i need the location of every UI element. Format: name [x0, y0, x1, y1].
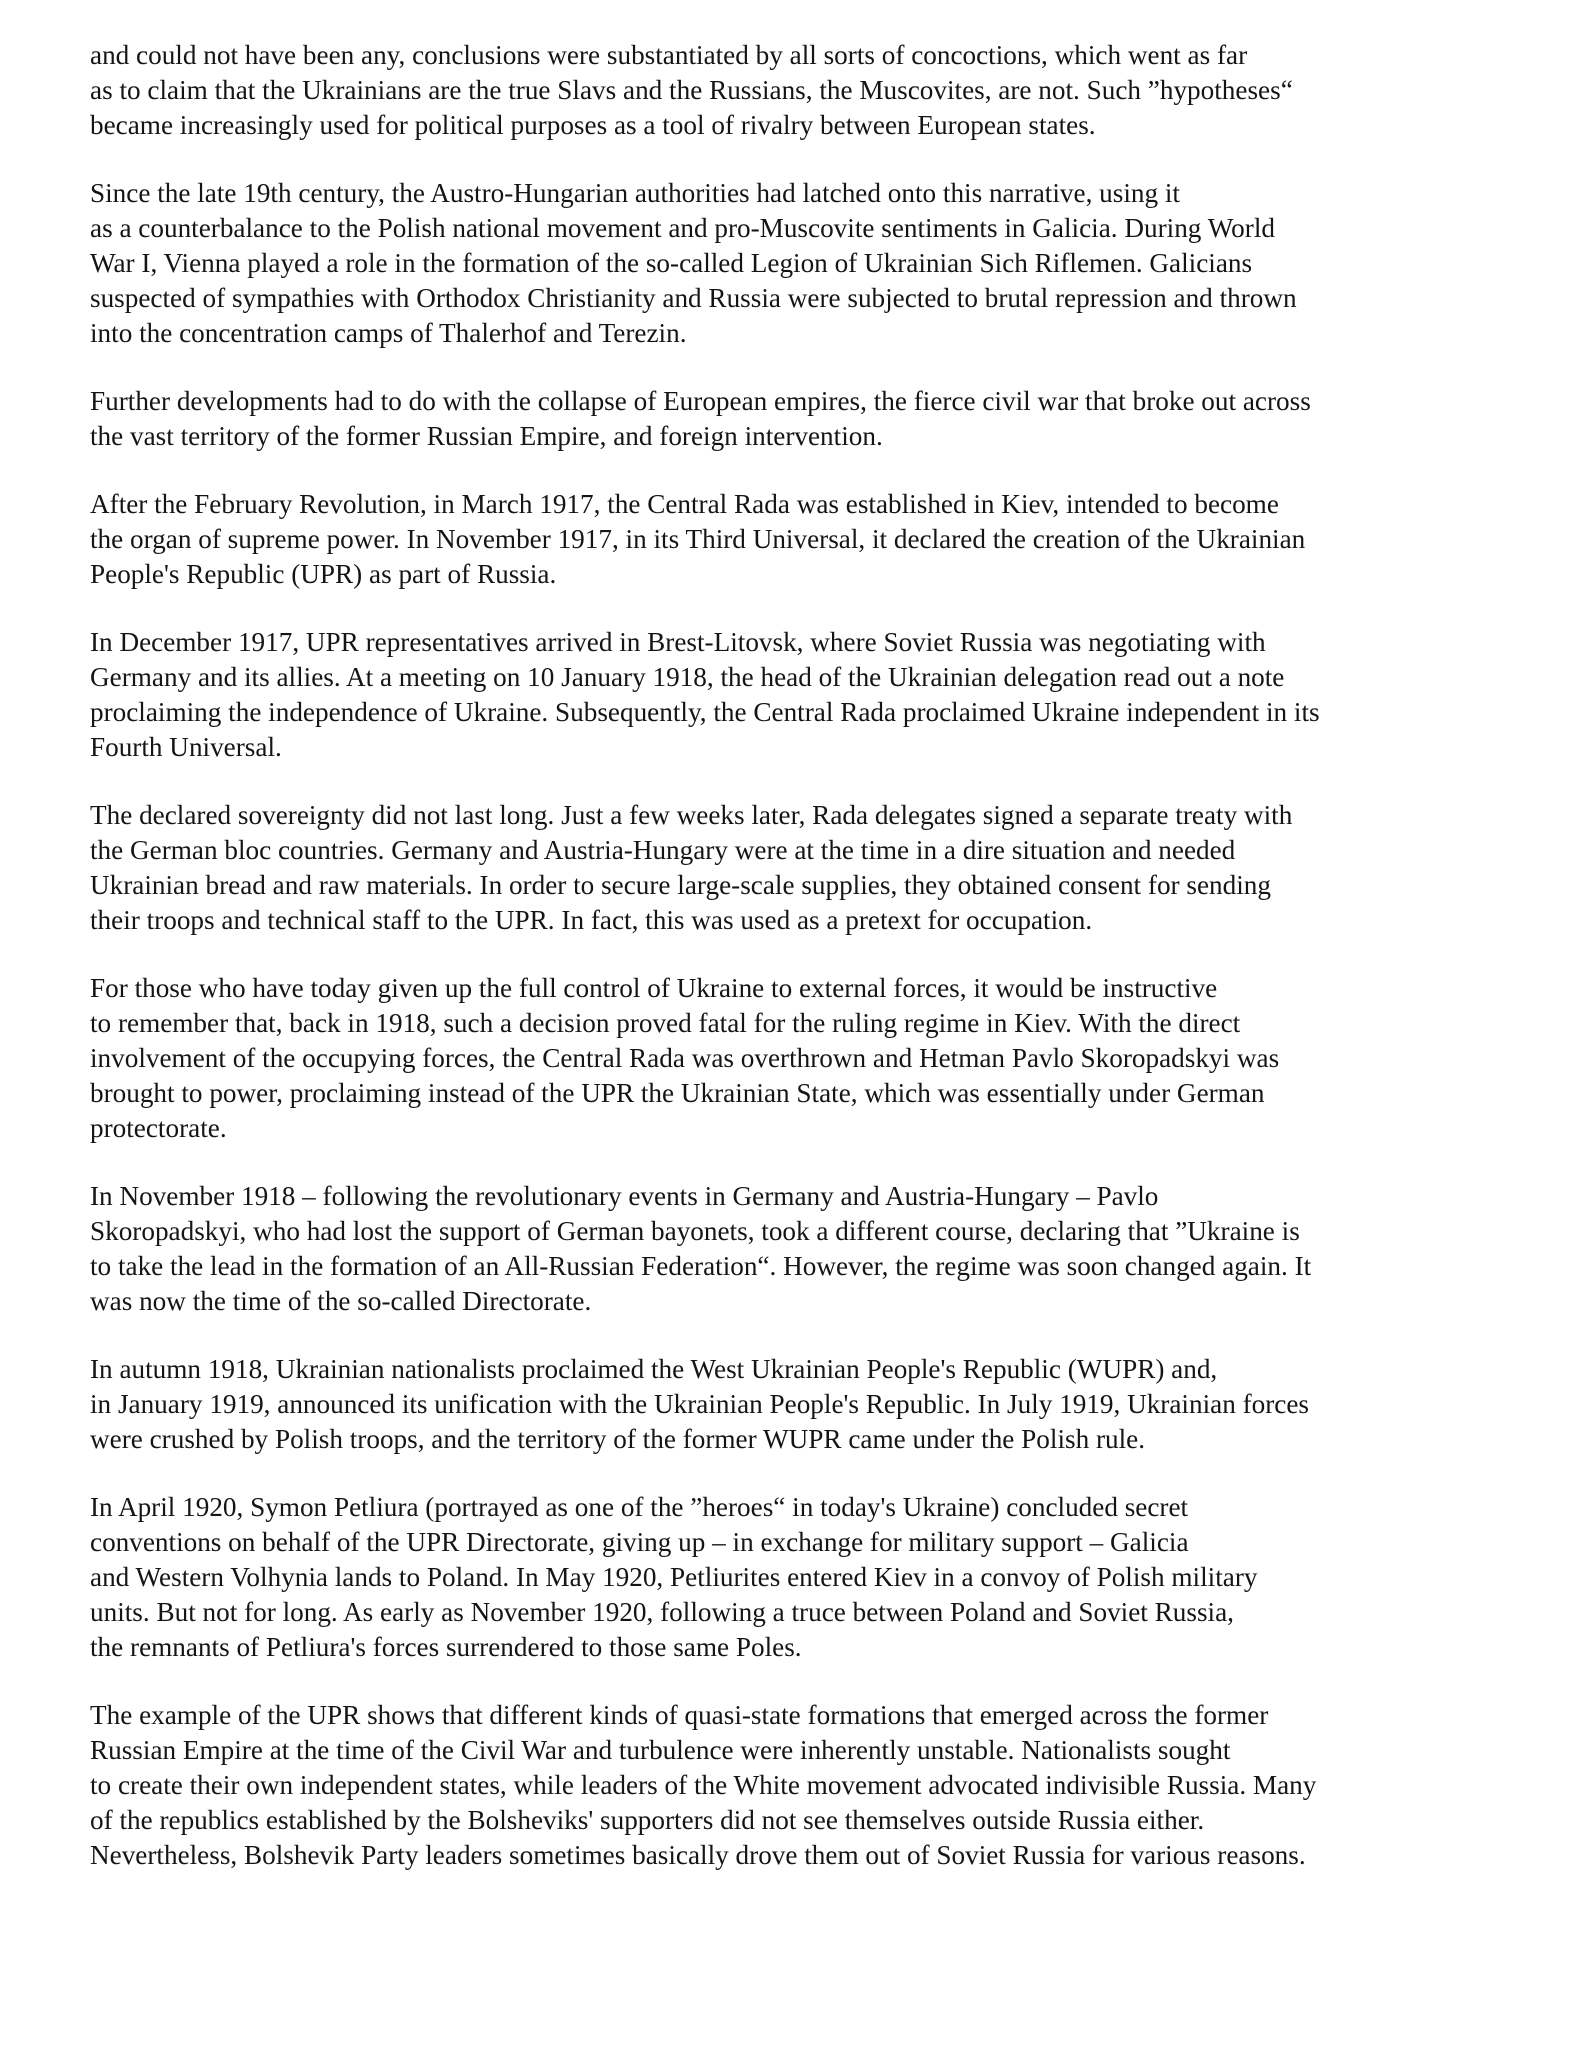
text-line: their troops and technical staff to the UPR. In fact, this was used as a pretext for occupation. — [90, 905, 1093, 935]
text-line: to take the lead in the formation of an All-Russian Federation“. However, the regime was soon changed again. It — [90, 1251, 1312, 1281]
paragraph — [90, 798, 1510, 938]
text-line: War I, Vienna played a role in the formation of the so-called Legion of Ukrainian Sich Riflemen. Galicians — [90, 248, 1253, 278]
text-line: into the concentration camps of Thalerhof and Terezin. — [90, 318, 687, 348]
text-line: Nevertheless, Bolshevik Party leaders sometimes basically drove them out of Soviet Russia for various reasons. — [90, 1840, 1306, 1870]
paragraph — [90, 487, 1510, 592]
text-line: In December 1917, UPR representatives arrived in Brest-Litovsk, where Soviet Russia was negotiating with — [90, 627, 1266, 657]
text-line: in January 1919, announced its unification with the Ukrainian People's Republic. In July 1919, Ukrainian forces — [90, 1389, 1310, 1419]
paragraph — [90, 38, 1510, 143]
text-line: became increasingly used for political purposes as a tool of rivalry between European states. — [90, 110, 1096, 140]
text-line: to create their own independent states, while leaders of the White movement advocated indivisible Russia. Many — [90, 1770, 1317, 1800]
text-line: Since the late 19th century, the Austro-Hungarian authorities had latched onto this narrative, using it — [90, 178, 1180, 208]
text-line: units. But not for long. As early as November 1920, following a truce between Poland and Soviet Russia, — [90, 1597, 1234, 1627]
text-line: were crushed by Polish troops, and the territory of the former WUPR came under the Polish rule. — [90, 1424, 1146, 1454]
paragraph — [90, 1352, 1510, 1457]
document-page — [90, 38, 1510, 1906]
text-line: After the February Revolution, in March 1917, the Central Rada was established in Kiev, intended to become — [90, 489, 1279, 519]
paragraph — [90, 1490, 1510, 1665]
text-line: proclaiming the independence of Ukraine. Subsequently, the Central Rada proclaimed Ukraine independent in its — [90, 697, 1320, 727]
text-line: involvement of the occupying forces, the Central Rada was overthrown and Hetman Pavlo Skoropadskyi was — [90, 1043, 1280, 1073]
text-line: the remnants of Petliura's forces surrendered to those same Poles. — [90, 1632, 802, 1662]
text-line: suspected of sympathies with Orthodox Christianity and Russia were subjected to brutal repression and thrown — [90, 283, 1297, 313]
text-line: People's Republic (UPR) as part of Russia. — [90, 559, 557, 589]
text-line: Russian Empire at the time of the Civil War and turbulence were inherently unstable. Nationalists sought — [90, 1735, 1231, 1765]
text-line: Further developments had to do with the collapse of European empires, the fierce civil war that broke out across — [90, 386, 1311, 416]
text-line: Germany and its allies. At a meeting on 10 January 1918, the head of the Ukrainian delegation read out a note — [90, 662, 1285, 692]
text-line: was now the time of the so-called Directorate. — [90, 1286, 592, 1316]
text-line: brought to power, proclaiming instead of the UPR the Ukrainian State, which was essentially under German — [90, 1078, 1265, 1108]
text-line: conventions on behalf of the UPR Directorate, giving up – in exchange for military support – Galicia — [90, 1527, 1189, 1557]
text-line: In November 1918 – following the revolutionary events in Germany and Austria-Hungary – Pavlo — [90, 1181, 1159, 1211]
text-line: Ukrainian bread and raw materials. In order to secure large-scale supplies, they obtained consent for sending — [90, 870, 1271, 900]
text-line: and Western Volhynia lands to Poland. In May 1920, Petliurites entered Kiev in a convoy of Polish military — [90, 1562, 1258, 1592]
text-line: to remember that, back in 1918, such a decision proved fatal for the ruling regime in Kiev. With the direct — [90, 1008, 1241, 1038]
text-line: protectorate. — [90, 1113, 227, 1143]
paragraph — [90, 1179, 1510, 1319]
text-line: of the republics established by the Bolsheviks' supporters did not see themselves outside Russia either. — [90, 1805, 1205, 1835]
text-line: The example of the UPR shows that different kinds of quasi-state formations that emerged across the former — [90, 1700, 1269, 1730]
text-line: the organ of supreme power. In November 1917, in its Third Universal, it declared the creation of the Ukrainian — [90, 524, 1306, 554]
paragraph — [90, 625, 1510, 765]
text-line: Skoropadskyi, who had lost the support of German bayonets, took a different course, declaring that ”Ukraine is — [90, 1216, 1300, 1246]
text-line: In April 1920, Symon Petliura (portrayed as one of the ”heroes“ in today's Ukraine) concluded secret — [90, 1492, 1189, 1522]
text-line: the vast territory of the former Russian Empire, and foreign intervention. — [90, 421, 883, 451]
text-line: The declared sovereignty did not last long. Just a few weeks later, Rada delegates signed a separate treaty with — [90, 800, 1293, 830]
paragraph — [90, 384, 1510, 454]
text-line: and could not have been any, conclusions were substantiated by all sorts of concoctions, which went as far — [90, 40, 1248, 70]
text-line: the German bloc countries. Germany and Austria-Hungary were at the time in a dire situation and needed — [90, 835, 1236, 865]
text-line: as to claim that the Ukrainians are the true Slavs and the Russians, the Muscovites, are not. Such ”hypotheses“ — [90, 75, 1293, 105]
paragraph — [90, 176, 1510, 351]
text-line: For those who have today given up the full control of Ukraine to external forces, it would be instructive — [90, 973, 1218, 1003]
paragraph — [90, 1698, 1510, 1873]
paragraph — [90, 971, 1510, 1146]
text-line: as a counterbalance to the Polish national movement and pro-Muscovite sentiments in Galicia. During World — [90, 213, 1275, 243]
text-line: Fourth Universal. — [90, 732, 282, 762]
text-line: In autumn 1918, Ukrainian nationalists proclaimed the West Ukrainian People's Republic (WUPR) and, — [90, 1354, 1218, 1384]
